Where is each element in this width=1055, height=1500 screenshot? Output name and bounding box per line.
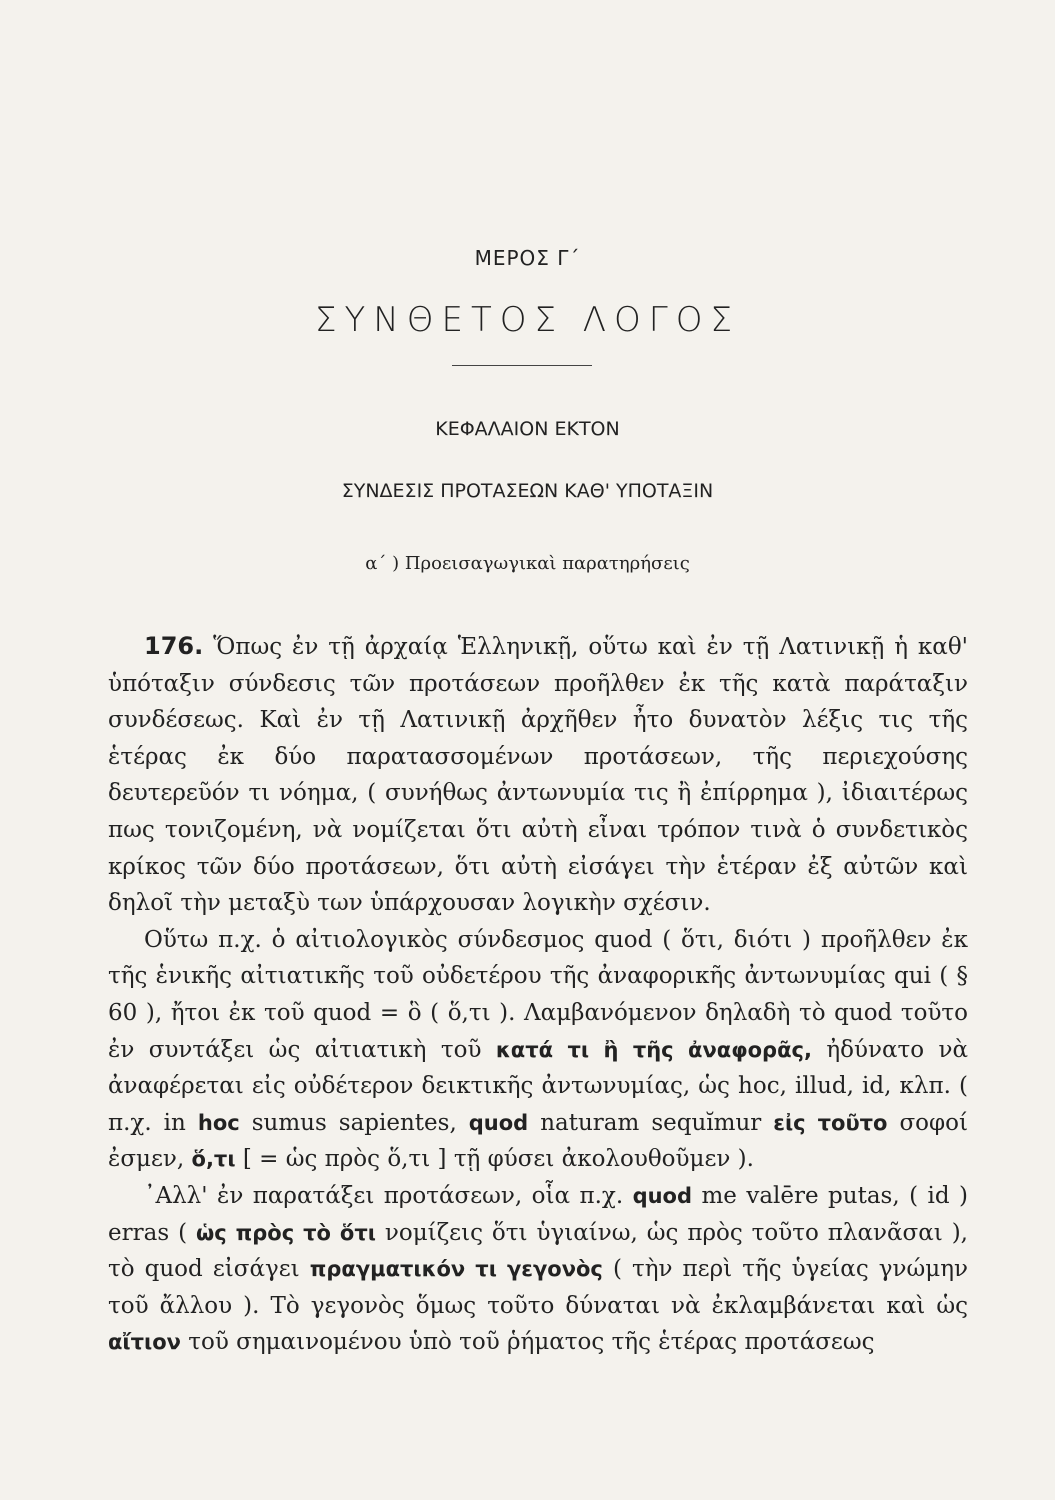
text-run: ᾿Αλλ' ἐν παρατάξει προτάσεων, οἷα π.χ. — [144, 1182, 633, 1209]
paragraph-number: 176. — [144, 632, 204, 660]
text-run: [ = ὡς πρὸς ὅ,τι ] τῇ φύσει ἀκολουθοῦμεν ). — [235, 1146, 754, 1173]
text-run: νομίζεις ὅτι ὑγιαίνω, ὡς πρὸς τοῦτο πλανᾶσαι ), τὸ quod εἰσάγει — [108, 1219, 968, 1283]
bold-run: ὅ,τι — [191, 1147, 236, 1172]
text-run: Οὕτω π.χ. ὁ αἰτιολογικὸς σύνδεσμος quod ( ὅτι, διότι ) προῆλθεν ἐκ τῆς ἑνικῆς αἰτιατικῆς τοῦ οὐδετέρου τῆς ἀναφορικῆς ἀντωνυμίας qui ( § 60 ), ἤτοι ἐκ τοῦ quod = ὃ ( ὅ,τι ). Λαμβανόμενον δηλαδὴ τὸ quod τοῦτο ἐν συντάξει ὡς αἰτιατικὴ τοῦ — [108, 926, 968, 1063]
text-run: τοῦ σημαινομένου ὑπὸ τοῦ ῥήματος τῆς ἑτέρας προτάσεως — [180, 1329, 875, 1356]
text-run: naturam sequĭmur — [528, 1109, 774, 1136]
bold-run: κατά τι ἢ τῆς ἀναφορᾶς, — [495, 1037, 812, 1062]
paragraph-text: Ὅπως ἐν τῇ ἀρχαίᾳ Ἑλληνικῇ, οὕτω καὶ ἐν τῇ Λατινικῇ ἡ καθ' ὑπόταξιν σύνδεσις τῶν προτάσεων προῆλθεν ἐκ τῆς κατὰ παράταξιν συνδέσεως. Καὶ ἐν τῇ Λατινικῇ ἀρχῆθεν ἦτο δυνατὸν λέξις τις τῆς ἑτέρας ἐκ δύο παρατασσομένων προτάσεων, τῆς περιεχούσης δευτερεῦόν τι νόημα, ( συνήθως ἀντωνυμία τις ἢ ἐπίρρημα ), ἰδιαιτέρως πως τονιζομένη, νὰ νομίζεται ὅτι αὐτὴ εἶναι τρόπον τινὰ ὁ συνδετικὸς κρίκος τῶν δύο προτάσεων, ὅτι αὐτὴ εἰσάγει τὴν ἑτέραν ἐξ αὐτῶν καὶ δηλοῖ τὴν μεταξὺ των ὑπάρχουσαν λογικὴν σχέσιν. — [108, 634, 968, 917]
subsection-heading: α΄ ) Προεισαγωγικαὶ παρατηρήσεις — [365, 553, 690, 574]
part-label: ΜΕΡΟΣ Γ΄ — [474, 246, 581, 270]
paragraph-parataxis — [108, 1178, 968, 1361]
text-run: ἠδύνατο νὰ ἀναφέρεται εἰς οὐδέτερον δεικτικῆς ἀντωνυμίας, ὡς hoc, illud, id, κλπ. ( π.χ. in — [108, 1036, 968, 1136]
paragraph-176 — [108, 628, 968, 922]
paragraph-quod-example — [108, 922, 968, 1178]
text-run: sumus sapientes, — [239, 1109, 469, 1136]
bold-run: εἰς τοῦτο — [773, 1110, 888, 1135]
bold-run: hoc — [197, 1110, 240, 1135]
section-title: ΣΥΝΘΕΤΟΣ ΛΟΓΟΣ — [315, 300, 740, 340]
bold-run: quod — [632, 1183, 693, 1208]
bold-run: αἴτιον — [108, 1330, 181, 1355]
text-run: σοφοί ἐσμεν, — [108, 1109, 968, 1173]
text-run: ( τὴν περὶ τῆς ὑγείας γνώμην τοῦ ἄλλου ). Τὸ γεγονὸς ὅμως τοῦτο δύναται νὰ ἐκλαμβάνεται καὶ ὡς — [108, 1256, 968, 1319]
bold-run: πραγματικόν τι γεγονὸς — [309, 1257, 603, 1282]
chapter-heading: ΣΥΝΔΕΣΙΣ ΠΡΟΤΑΣΕΩΝ ΚΑΘ' ΥΠΟΤΑΞΙΝ — [341, 480, 714, 502]
bold-run: quod — [468, 1110, 529, 1135]
chapter-label: ΚΕΦΑΛΑΙΟΝ ΕΚΤΟΝ — [435, 418, 620, 440]
title-divider — [452, 365, 592, 366]
bold-run: ὡς πρὸς τὸ ὅτι — [196, 1220, 376, 1245]
body-text — [108, 628, 968, 1361]
text-run: me valēre putas, ( id ) erras ( — [108, 1182, 968, 1246]
